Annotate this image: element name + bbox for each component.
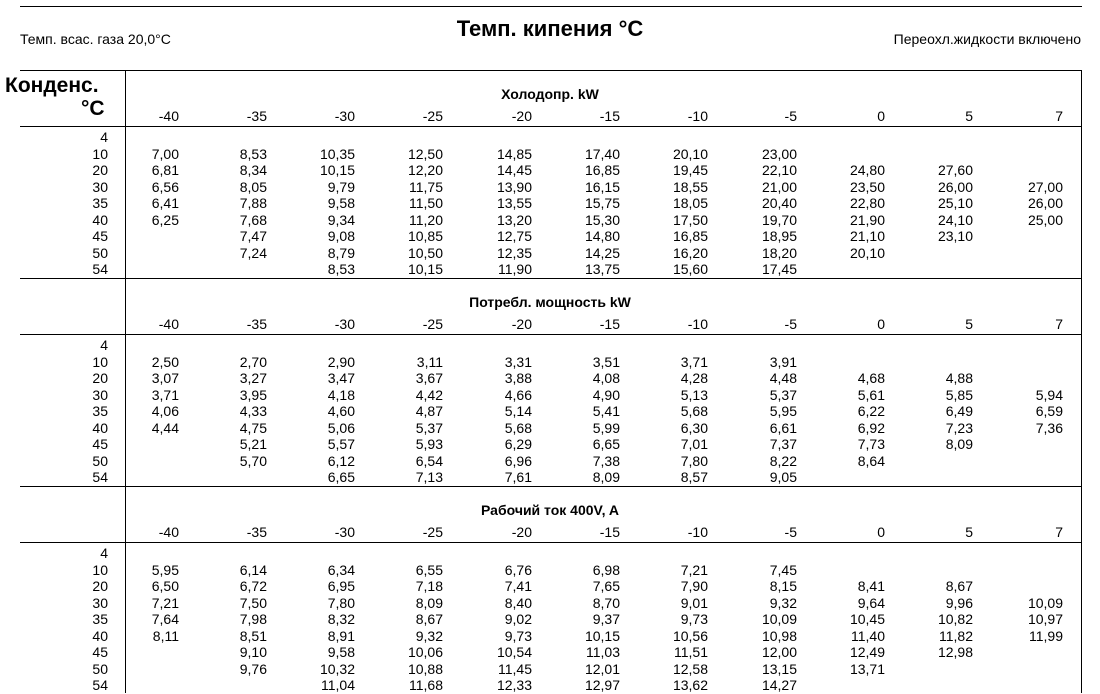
condensing-temp-label: 4 xyxy=(100,129,108,145)
table-cell: 10,54 xyxy=(496,644,532,660)
table-cell: 8,53 xyxy=(239,145,267,162)
table-cell: 9,34 xyxy=(327,211,355,228)
table-cell: 5,41 xyxy=(592,403,620,419)
table-cell: 15,60 xyxy=(672,261,708,277)
table-cell: 17,45 xyxy=(761,261,797,277)
table-cell: 4,75 xyxy=(239,419,267,436)
table-cell: 10,15 xyxy=(407,261,443,277)
evap-temp-header: 0 xyxy=(877,524,885,540)
table-cell: 4,66 xyxy=(504,386,532,403)
table-cell: 5,21 xyxy=(239,436,267,452)
condensing-temp-label: 20 xyxy=(92,370,108,386)
condensing-temp-label: 50 xyxy=(92,244,108,261)
table-cell: 7,88 xyxy=(239,195,267,211)
table-cell: 9,37 xyxy=(592,611,620,627)
table-cell: 9,79 xyxy=(327,178,355,195)
table-cell: 8,57 xyxy=(680,469,708,485)
table-cell: 8,11 xyxy=(152,627,179,644)
condensing-temp-label: 40 xyxy=(92,419,108,436)
table-cell: 6,65 xyxy=(592,436,620,452)
evap-temp-header: -25 xyxy=(422,108,443,124)
table-cell: 7,68 xyxy=(239,211,267,228)
table-cell: 7,73 xyxy=(857,436,885,452)
table-cell: 7,23 xyxy=(945,419,973,436)
table-cell: 7,24 xyxy=(239,244,267,261)
table-cell: 11,82 xyxy=(939,627,973,644)
condensing-temp-label: 20 xyxy=(92,578,108,594)
evap-temp-header: -5 xyxy=(784,108,797,124)
evap-temp-header: -30 xyxy=(334,524,355,540)
table-cell: 6,49 xyxy=(945,403,973,419)
table-cell: 7,90 xyxy=(680,578,708,594)
table-cell: 8,67 xyxy=(415,611,443,627)
table-cell: 11,50 xyxy=(409,195,443,211)
table-cell: 10,98 xyxy=(761,627,797,644)
table-cell: 3,91 xyxy=(769,353,797,370)
condensing-temp-label: 45 xyxy=(92,228,108,244)
table-cell: 14,80 xyxy=(584,228,620,244)
table-cell: 10,09 xyxy=(1027,594,1063,611)
table-cell: 26,00 xyxy=(1027,195,1063,211)
header-rule xyxy=(20,126,1082,127)
table-cell: 7,98 xyxy=(239,611,267,627)
section-title: Потребл. мощность kW xyxy=(469,294,631,310)
table-cell: 8,91 xyxy=(327,627,355,644)
table-cell: 13,90 xyxy=(496,178,532,195)
table-cell: 8,64 xyxy=(857,452,885,469)
table-cell: 5,57 xyxy=(327,436,355,452)
table-cell: 5,37 xyxy=(769,386,797,403)
condensing-temp-label: 10 xyxy=(92,561,108,578)
condensing-temp-label: 4 xyxy=(100,545,108,561)
table-cell: 11,75 xyxy=(409,178,443,195)
table-cell: 5,37 xyxy=(415,419,443,436)
table-cell: 12,58 xyxy=(672,660,708,677)
table-cell: 3,31 xyxy=(504,353,532,370)
table-cell: 3,07 xyxy=(151,370,179,386)
condensing-temp-label: 54 xyxy=(92,469,108,485)
table-cell: 12,33 xyxy=(496,677,532,693)
evap-temp-header: -30 xyxy=(334,108,355,124)
table-cell: 5,93 xyxy=(415,436,443,452)
table-cell: 6,12 xyxy=(327,452,355,469)
condensing-temp-label: 20 xyxy=(92,162,108,178)
table-cell: 9,73 xyxy=(504,627,532,644)
table-cell: 5,68 xyxy=(680,403,708,419)
table-cell: 11,90 xyxy=(498,261,532,277)
table-cell: 13,15 xyxy=(761,660,797,677)
table-cell: 11,99 xyxy=(1029,627,1063,644)
table-cell: 24,10 xyxy=(937,211,973,228)
table-cell: 13,75 xyxy=(584,261,620,277)
table-cell: 4,06 xyxy=(151,403,179,419)
table-cell: 9,64 xyxy=(857,594,885,611)
evap-temp-header: -25 xyxy=(422,316,443,332)
table-cell: 6,95 xyxy=(327,578,355,594)
table-cell: 9,76 xyxy=(239,660,267,677)
table-cell: 4,68 xyxy=(857,370,885,386)
table-cell: 10,88 xyxy=(407,660,443,677)
table-cell: 4,28 xyxy=(680,370,708,386)
table-cell: 27,00 xyxy=(1027,178,1063,195)
top-rule xyxy=(20,6,1082,7)
table-cell: 6,50 xyxy=(151,578,179,594)
evap-temp-header: -10 xyxy=(687,316,708,332)
evap-temp-header: -35 xyxy=(246,524,267,540)
table-cell: 10,85 xyxy=(407,228,443,244)
table-cell: 5,85 xyxy=(945,386,973,403)
table-cell: 7,38 xyxy=(592,452,620,469)
evap-temp-header: -10 xyxy=(687,524,708,540)
table-cell: 12,35 xyxy=(496,244,532,261)
table-cell: 8,05 xyxy=(239,178,267,195)
table-cell: 5,95 xyxy=(769,403,797,419)
table-cell: 12,20 xyxy=(407,162,443,178)
table-cell: 7,01 xyxy=(680,436,708,452)
table-cell: 5,06 xyxy=(327,419,355,436)
table-cell: 10,09 xyxy=(761,611,797,627)
table-cell: 9,01 xyxy=(680,594,708,611)
evap-temp-header: -10 xyxy=(687,108,708,124)
table-cell: 19,70 xyxy=(761,211,797,228)
table-cell: 11,45 xyxy=(498,660,532,677)
table-cell: 10,50 xyxy=(407,244,443,261)
condensing-temp-label: 30 xyxy=(92,178,108,195)
table-cell: 6,72 xyxy=(239,578,267,594)
table-cell: 9,73 xyxy=(680,611,708,627)
table-cell: 3,11 xyxy=(416,353,443,370)
table-cell: 9,05 xyxy=(769,469,797,485)
condensing-temp-label: 54 xyxy=(92,677,108,693)
header-rule xyxy=(20,542,1082,543)
table-cell: 8,09 xyxy=(592,469,620,485)
table-cell: 12,01 xyxy=(584,660,620,677)
table-cell: 3,88 xyxy=(504,370,532,386)
table-cell: 18,20 xyxy=(761,244,797,261)
evap-temp-header: 5 xyxy=(965,524,973,540)
table-cell: 8,41 xyxy=(857,578,885,594)
table-cell: 5,61 xyxy=(857,386,885,403)
table-cell: 10,15 xyxy=(584,627,620,644)
table-cell: 5,70 xyxy=(239,452,267,469)
table-cell: 5,94 xyxy=(1035,386,1063,403)
evap-temp-header: -20 xyxy=(511,316,532,332)
table-cell: 14,25 xyxy=(584,244,620,261)
table-cell: 6,59 xyxy=(1035,403,1063,419)
table-cell: 11,40 xyxy=(851,627,885,644)
table-cell: 7,41 xyxy=(504,578,532,594)
table-cell: 10,15 xyxy=(319,162,355,178)
condensing-temp-label: 40 xyxy=(92,627,108,644)
table-cell: 20,10 xyxy=(672,145,708,162)
table-cell: 17,50 xyxy=(672,211,708,228)
condensing-temp-label: 35 xyxy=(92,195,108,211)
table-cell: 7,21 xyxy=(680,561,708,578)
table-cell: 6,22 xyxy=(857,403,885,419)
table-cell: 8,40 xyxy=(504,594,532,611)
table-cell: 4,48 xyxy=(769,370,797,386)
evap-temp-header: -15 xyxy=(599,316,620,332)
table-cell: 6,54 xyxy=(415,452,443,469)
table-cell: 10,35 xyxy=(319,145,355,162)
table-cell: 7,80 xyxy=(327,594,355,611)
table-cell: 24,80 xyxy=(849,162,885,178)
table-cell: 7,80 xyxy=(680,452,708,469)
table-cell: 10,56 xyxy=(672,627,708,644)
table-cell: 12,49 xyxy=(849,644,885,660)
condensing-temp-label: 30 xyxy=(92,594,108,611)
table-cell: 2,90 xyxy=(327,353,355,370)
table-cell: 14,27 xyxy=(761,677,797,693)
condensing-temp-label: 10 xyxy=(92,145,108,162)
condensing-unit: °С xyxy=(81,97,105,120)
table-cell: 5,99 xyxy=(592,419,620,436)
table-cell: 6,61 xyxy=(769,419,797,436)
table-cell: 8,32 xyxy=(327,611,355,627)
table-cell: 17,40 xyxy=(584,145,620,162)
evap-temp-header: 7 xyxy=(1055,524,1063,540)
section-divider xyxy=(20,486,1082,487)
condensing-temp-header xyxy=(5,74,105,120)
condensing-temp-label: 35 xyxy=(92,611,108,627)
table-cell: 6,65 xyxy=(327,469,355,485)
table-cell: 7,18 xyxy=(415,578,443,594)
table-cell: 7,21 xyxy=(151,594,179,611)
table-cell: 7,37 xyxy=(769,436,797,452)
evap-temp-header: -15 xyxy=(599,524,620,540)
table-cell: 5,95 xyxy=(151,561,179,578)
table-cell: 8,51 xyxy=(239,627,267,644)
evap-temp-header: -20 xyxy=(511,524,532,540)
condensing-temp-label: 4 xyxy=(100,337,108,353)
table-cell: 7,13 xyxy=(415,469,443,485)
table-cell: 18,55 xyxy=(672,178,708,195)
table-cell: 4,90 xyxy=(592,386,620,403)
table-cell: 6,29 xyxy=(504,436,532,452)
table-cell: 13,55 xyxy=(496,195,532,211)
evap-temp-header: -30 xyxy=(334,316,355,332)
condensing-temp-label: 40 xyxy=(92,211,108,228)
header-rule xyxy=(20,334,1082,335)
table-cell: 21,10 xyxy=(849,228,885,244)
table-cell: 3,71 xyxy=(151,386,179,403)
table-cell: 2,50 xyxy=(151,353,179,370)
evap-temp-header: -25 xyxy=(422,524,443,540)
evap-temp-header: 0 xyxy=(877,108,885,124)
condensing-temp-label: 50 xyxy=(92,452,108,469)
table-cell: 23,50 xyxy=(849,178,885,195)
evap-temp-header: -5 xyxy=(784,524,797,540)
table-cell: 16,85 xyxy=(584,162,620,178)
evap-temp-header: -15 xyxy=(599,108,620,124)
condensing-temp-label: 30 xyxy=(92,386,108,403)
table-cell: 9,02 xyxy=(504,611,532,627)
table-cell: 11,68 xyxy=(409,677,443,693)
table-cell: 12,50 xyxy=(407,145,443,162)
table-cell: 8,70 xyxy=(592,594,620,611)
table-cell: 11,03 xyxy=(586,644,620,660)
table-cell: 6,56 xyxy=(151,178,179,195)
table-cell: 9,58 xyxy=(327,195,355,211)
evap-temp-header: 5 xyxy=(965,316,973,332)
table-cell: 25,10 xyxy=(937,195,973,211)
evap-temp-header: -35 xyxy=(246,108,267,124)
table-cell: 7,61 xyxy=(504,469,532,485)
table-cell: 3,27 xyxy=(239,370,267,386)
table-cell: 7,64 xyxy=(151,611,179,627)
table-cell: 3,51 xyxy=(592,353,620,370)
table-cell: 6,30 xyxy=(680,419,708,436)
page-title: Темп. кипения °С xyxy=(456,16,644,41)
table-cell: 6,96 xyxy=(504,452,532,469)
table-cell: 13,71 xyxy=(849,660,885,677)
table-cell: 8,09 xyxy=(945,436,973,452)
evap-temp-header: 7 xyxy=(1055,316,1063,332)
table-cell: 9,96 xyxy=(945,594,973,611)
table-cell: 7,45 xyxy=(769,561,797,578)
table-cell: 4,42 xyxy=(415,386,443,403)
table-cell: 6,25 xyxy=(151,211,179,228)
table-cell: 25,00 xyxy=(1027,211,1063,228)
table-cell: 6,81 xyxy=(151,162,179,178)
table-cell: 10,97 xyxy=(1027,611,1063,627)
table-cell: 6,98 xyxy=(592,561,620,578)
table-cell: 10,82 xyxy=(937,611,973,627)
table-cell: 9,32 xyxy=(769,594,797,611)
table-cell: 8,53 xyxy=(327,261,355,277)
table-cell: 8,22 xyxy=(769,452,797,469)
table-cell: 26,00 xyxy=(937,178,973,195)
condensing-temp-label: 45 xyxy=(92,436,108,452)
table-cell: 6,14 xyxy=(239,561,267,578)
condensing-temp-label: 10 xyxy=(92,353,108,370)
table-cell: 6,34 xyxy=(327,561,355,578)
table-cell: 16,15 xyxy=(584,178,620,195)
table-cell: 21,90 xyxy=(849,211,885,228)
table-cell: 7,65 xyxy=(592,578,620,594)
condensing-label: Конденс. xyxy=(5,74,99,97)
table-cell: 15,75 xyxy=(584,195,620,211)
evap-temp-header: -5 xyxy=(784,316,797,332)
table-cell: 4,60 xyxy=(327,403,355,419)
table-cell: 3,71 xyxy=(680,353,708,370)
evap-temp-header: -35 xyxy=(246,316,267,332)
table-cell: 4,88 xyxy=(945,370,973,386)
table-cell: 18,05 xyxy=(672,195,708,211)
evap-temp-header: -40 xyxy=(158,108,179,124)
table-cell: 7,36 xyxy=(1035,419,1063,436)
table-cell: 27,60 xyxy=(937,162,973,178)
section-divider xyxy=(20,278,1082,279)
table-cell: 11,04 xyxy=(321,677,355,693)
table-cell: 7,50 xyxy=(239,594,267,611)
table-cell: 3,67 xyxy=(415,370,443,386)
table-cell: 8,67 xyxy=(945,578,973,594)
table-cell: 23,10 xyxy=(937,228,973,244)
table-cell: 9,58 xyxy=(327,644,355,660)
table-cell: 5,13 xyxy=(680,386,708,403)
table-cell: 3,47 xyxy=(327,370,355,386)
section-title: Рабочий ток 400V, A xyxy=(481,502,619,518)
condensing-temp-label: 45 xyxy=(92,644,108,660)
table-cell: 6,92 xyxy=(857,419,885,436)
table-cell: 12,98 xyxy=(937,644,973,660)
table-cell: 12,97 xyxy=(584,677,620,693)
table-cell: 10,32 xyxy=(319,660,355,677)
table-cell: 16,85 xyxy=(672,228,708,244)
table-cell: 10,06 xyxy=(407,644,443,660)
table-cell: 2,70 xyxy=(239,353,267,370)
suction-gas-temp-label: Темп. всас. газа 20,0°С xyxy=(20,31,171,47)
table-cell: 8,34 xyxy=(239,162,267,178)
evap-temp-header: -40 xyxy=(158,316,179,332)
table-cell: 20,10 xyxy=(849,244,885,261)
table-cell: 9,08 xyxy=(327,228,355,244)
table-cell: 11,51 xyxy=(674,644,708,660)
table-cell: 13,62 xyxy=(672,677,708,693)
table-cell: 23,00 xyxy=(761,145,797,162)
condensing-temp-label: 50 xyxy=(92,660,108,677)
table-cell: 13,20 xyxy=(496,211,532,228)
table-cell: 8,09 xyxy=(415,594,443,611)
table-cell: 11,20 xyxy=(409,211,443,228)
table-cell: 14,45 xyxy=(496,162,532,178)
table-cell: 14,85 xyxy=(496,145,532,162)
table-cell: 22,10 xyxy=(761,162,797,178)
table-cell: 4,44 xyxy=(151,419,179,436)
table-cell: 4,08 xyxy=(592,370,620,386)
table-cell: 12,00 xyxy=(761,644,797,660)
table-cell: 9,32 xyxy=(415,627,443,644)
table-cell: 5,68 xyxy=(504,419,532,436)
table-cell: 18,95 xyxy=(761,228,797,244)
table-cell: 6,55 xyxy=(415,561,443,578)
table-cell: 16,20 xyxy=(672,244,708,261)
table-cell: 10,45 xyxy=(849,611,885,627)
table-cell: 20,40 xyxy=(761,195,797,211)
table-cell: 5,14 xyxy=(504,403,532,419)
table-cell: 7,47 xyxy=(239,228,267,244)
table-cell: 9,10 xyxy=(239,644,267,660)
evap-temp-header: 5 xyxy=(965,108,973,124)
condensing-temp-label: 35 xyxy=(92,403,108,419)
table-cell: 6,41 xyxy=(151,195,179,211)
evap-temp-header: 0 xyxy=(877,316,885,332)
table-cell: 22,80 xyxy=(849,195,885,211)
table-cell: 7,00 xyxy=(151,145,179,162)
table-cell: 19,45 xyxy=(672,162,708,178)
condensing-temp-label: 54 xyxy=(92,261,108,277)
table-cell: 21,00 xyxy=(761,178,797,195)
table-cell: 4,87 xyxy=(415,403,443,419)
table-cell: 4,18 xyxy=(327,386,355,403)
section-title: Холодопр. kW xyxy=(501,86,599,102)
table-cell: 3,95 xyxy=(239,386,267,403)
table-cell: 4,33 xyxy=(239,403,267,419)
table-cell: 8,15 xyxy=(769,578,797,594)
evap-temp-header: -20 xyxy=(511,108,532,124)
table-cell: 15,30 xyxy=(584,211,620,228)
evap-temp-header: 7 xyxy=(1055,108,1063,124)
evap-temp-header: -40 xyxy=(158,524,179,540)
table-cell: 6,76 xyxy=(504,561,532,578)
table-cell: 12,75 xyxy=(496,228,532,244)
subcooling-status: Переохл.жидкости включено xyxy=(893,31,1081,47)
table-cell: 8,79 xyxy=(327,244,355,261)
